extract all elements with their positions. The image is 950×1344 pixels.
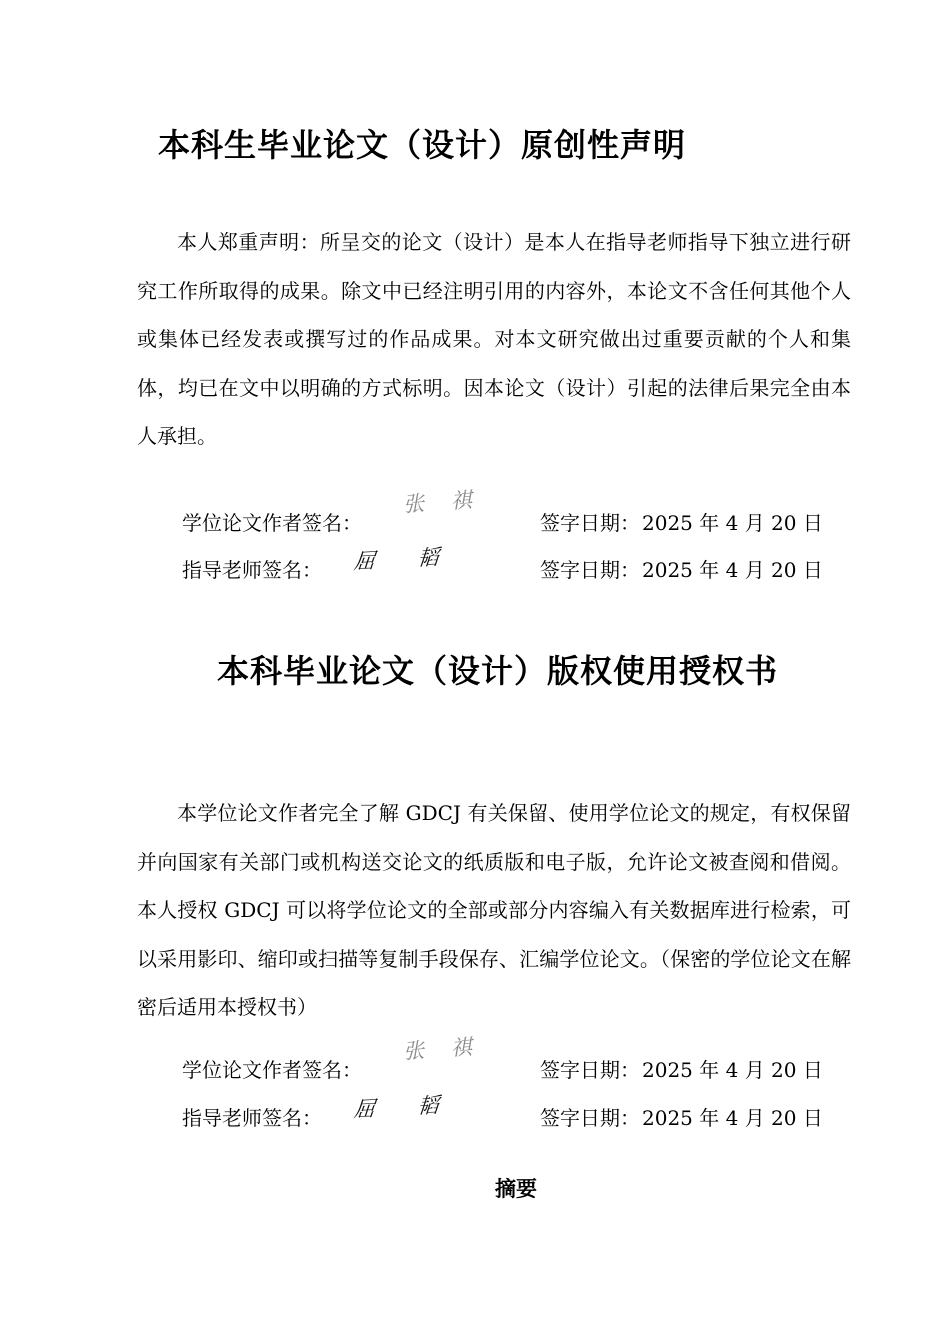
authorization-author-signature-row (182, 1034, 862, 1086)
copyright-authorization-body: 本学位论文作者完全了解 GDCJ 有关保留、使用学位论文的规定，有权保留并向国家有关部门或机构送交论文的纸质版和电子版，允许论文被查阅和借阅。本人授权 GDCJ 可以将学位论文的全部或部分内容编入有关数据库进行检索，可以采用影印、缩印或扫描等复制手段保存、汇编学位论文。（保密的学位论文在解密后适用本授权书） (137, 801, 851, 1019)
originality-declaration-body: 本人郑重声明：所呈交的论文（设计）是本人在指导老师指导下独立进行研究工作所取得的成果。除文中已经注明引用的内容外，本论文不含任何其他个人或集体已经发表或撰写过的作品成果。对本文研究做出过重要贡献的个人和集体，均已在文中以明确的方式标明。因本论文（设计）引起的法律后果完全由本人承担。 (137, 230, 851, 448)
author-signature-label: 学位论文作者签名： (182, 1058, 362, 1082)
author-signature-label: 学位论文作者签名： (182, 511, 362, 535)
abstract-heading: 摘要 (495, 1177, 537, 1201)
author-handwritten-signature: 张 祺 (402, 487, 483, 517)
signing-date-label: 签字日期： (540, 1106, 640, 1130)
teacher-signing-date (540, 554, 823, 583)
signing-date-value: 2025 年 4 月 20 日 (642, 511, 823, 535)
signing-date-value: 2025 年 4 月 20 日 (642, 558, 823, 582)
declaration-author-signature-row (182, 487, 862, 539)
declaration-teacher-signature-row (182, 544, 862, 586)
author-signing-date (540, 507, 823, 536)
signing-date-value: 2025 年 4 月 20 日 (642, 1106, 823, 1130)
teacher-signature-label: 指导老师签名： (182, 558, 322, 582)
signing-date-label: 签字日期： (540, 511, 640, 535)
teacher-signature-label: 指导老师签名： (182, 1106, 322, 1130)
signing-date-label: 签字日期： (540, 1058, 640, 1082)
teacher-handwritten-signature: 屈 韬 (352, 1092, 458, 1122)
teacher-signing-date (540, 1102, 823, 1131)
copyright-authorization-title: 本科毕业论文（设计）版权使用授权书 (217, 652, 779, 690)
author-handwritten-signature: 张 祺 (402, 1034, 483, 1064)
signing-date-label: 签字日期： (540, 558, 640, 582)
authorization-teacher-signature-row (182, 1092, 862, 1134)
originality-declaration-title: 本科生毕业论文（设计）原创性声明 (158, 126, 687, 164)
teacher-handwritten-signature: 屈 韬 (352, 544, 458, 574)
author-signing-date (540, 1054, 823, 1083)
signing-date-value: 2025 年 4 月 20 日 (642, 1058, 823, 1082)
